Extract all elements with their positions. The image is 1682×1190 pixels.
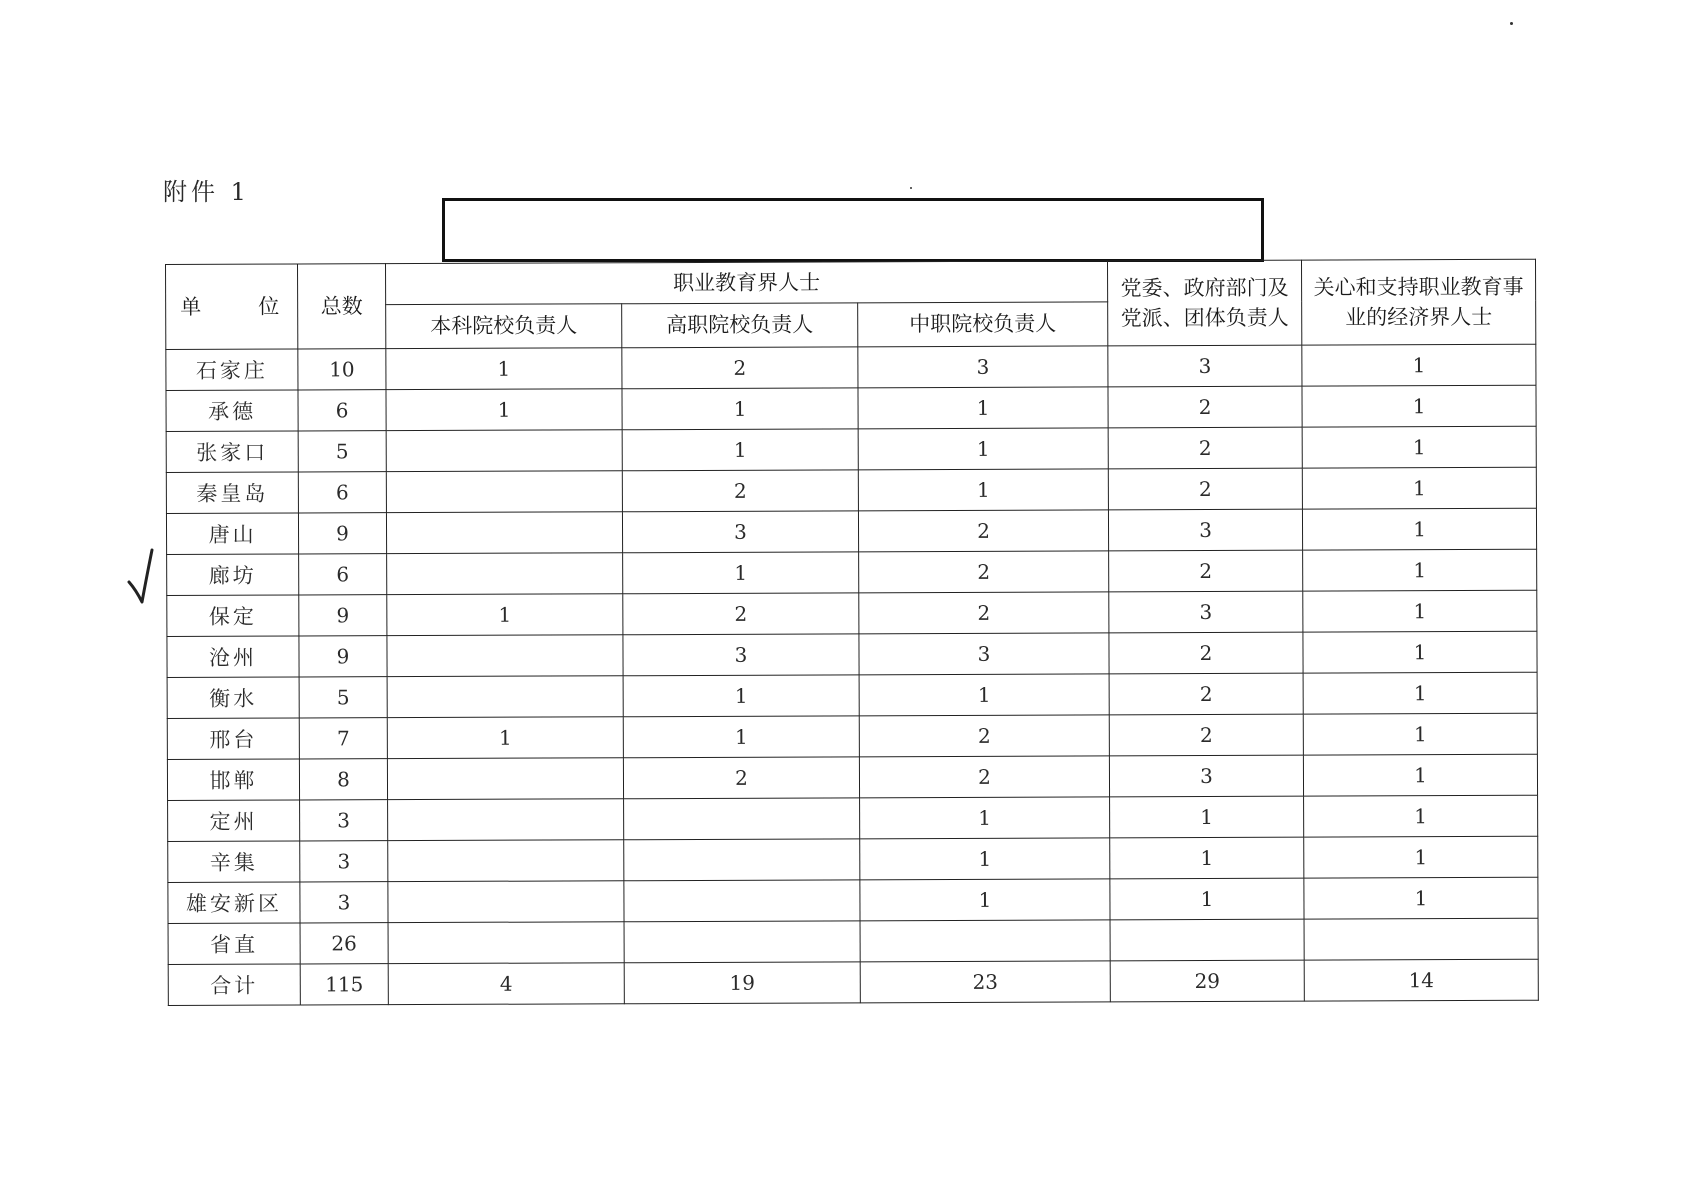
header-unit: 单 位 [166, 264, 298, 350]
cell-higher-voc: 2 [622, 470, 858, 512]
cell-undergrad: 1 [387, 594, 623, 636]
cell-party: 3 [1109, 591, 1303, 633]
cell-economic: 1 [1304, 795, 1538, 837]
cell-economic: 1 [1304, 836, 1538, 878]
cell-unit: 雄安新区 [168, 882, 300, 924]
cell-higher-voc [624, 921, 860, 963]
table-row [167, 754, 1537, 800]
handwritten-check-mark [126, 546, 166, 608]
cell-economic: 1 [1302, 508, 1536, 550]
cell-total: 9 [299, 636, 387, 677]
cell-undergrad [387, 635, 623, 677]
cell-secondary-voc: 1 [860, 797, 1110, 839]
cell-party: 2 [1109, 550, 1303, 592]
cell-economic: 14 [1304, 959, 1538, 1001]
redacted-title-box [442, 198, 1264, 262]
cell-party: 2 [1108, 468, 1302, 510]
quota-table [165, 259, 1539, 1006]
cell-secondary-voc: 1 [860, 838, 1110, 880]
cell-higher-voc [624, 798, 860, 840]
table-row [168, 836, 1538, 882]
cell-economic: 1 [1303, 672, 1537, 714]
table-row [168, 877, 1538, 923]
cell-higher-voc: 3 [622, 511, 858, 553]
cell-total: 5 [299, 677, 387, 718]
table-row [166, 344, 1536, 390]
cell-higher-voc: 1 [623, 716, 859, 758]
cell-party: 2 [1109, 714, 1303, 756]
cell-party: 2 [1108, 386, 1302, 428]
cell-higher-voc: 1 [622, 388, 858, 430]
header-row-1 [166, 259, 1536, 305]
cell-economic: 1 [1303, 713, 1537, 755]
cell-unit: 廊坊 [167, 554, 299, 596]
cell-party: 2 [1108, 427, 1302, 469]
cell-economic: 1 [1303, 631, 1537, 673]
table-row [167, 672, 1537, 718]
scan-speck [910, 187, 912, 189]
table-row [166, 426, 1536, 472]
cell-secondary-voc: 1 [859, 674, 1109, 716]
cell-secondary-voc: 3 [859, 633, 1109, 675]
table-body [166, 344, 1539, 1005]
annex-label: 附件 1 [163, 178, 250, 206]
quota-table-container [165, 259, 1538, 1006]
cell-total: 9 [298, 513, 386, 554]
table-row [168, 959, 1538, 1005]
cell-total: 7 [299, 718, 387, 759]
cell-secondary-voc: 2 [859, 756, 1109, 798]
cell-total: 3 [300, 800, 388, 841]
cell-undergrad [387, 676, 623, 718]
cell-unit: 邯郸 [167, 759, 299, 801]
cell-undergrad: 1 [386, 389, 622, 431]
cell-undergrad [388, 922, 624, 964]
cell-total: 8 [299, 759, 387, 800]
cell-total: 6 [298, 390, 386, 431]
cell-higher-voc: 3 [623, 634, 859, 676]
cell-party: 1 [1110, 796, 1304, 838]
cell-secondary-voc [860, 920, 1110, 962]
table-row [166, 385, 1536, 431]
cell-party: 3 [1108, 509, 1302, 551]
table-row [166, 467, 1536, 513]
cell-unit: 秦皇岛 [166, 472, 298, 514]
cell-economic: 1 [1303, 549, 1537, 591]
cell-undergrad [386, 512, 622, 554]
table-row [168, 795, 1538, 841]
table-row [168, 918, 1538, 964]
table-row [167, 590, 1537, 636]
cell-undergrad [386, 471, 622, 513]
cell-higher-voc: 1 [623, 552, 859, 594]
header-total: 总数 [298, 264, 386, 349]
cell-economic: 1 [1302, 426, 1536, 468]
cell-higher-voc: 1 [623, 675, 859, 717]
cell-secondary-voc: 1 [858, 469, 1108, 511]
cell-party: 2 [1109, 632, 1303, 674]
cell-higher-voc: 2 [623, 593, 859, 635]
cell-total: 3 [300, 882, 388, 923]
cell-undergrad: 1 [387, 717, 623, 759]
header-economic: 关心和支持职业教育事业的经济界人士 [1302, 259, 1536, 345]
cell-unit: 承德 [166, 390, 298, 432]
cell-unit: 辛集 [168, 841, 300, 883]
header-higher-voc: 高职院校负责人 [622, 303, 858, 348]
cell-unit: 沧州 [167, 636, 299, 678]
cell-total: 6 [298, 472, 386, 513]
cell-undergrad [388, 840, 624, 882]
cell-party [1110, 919, 1304, 961]
cell-undergrad [387, 758, 623, 800]
cell-secondary-voc: 3 [858, 346, 1108, 388]
cell-party: 3 [1109, 755, 1303, 797]
cell-economic: 1 [1303, 754, 1537, 796]
cell-total: 115 [300, 964, 388, 1005]
cell-secondary-voc: 2 [859, 715, 1109, 757]
cell-higher-voc: 1 [622, 429, 858, 471]
cell-unit: 唐山 [166, 513, 298, 555]
cell-secondary-voc: 23 [860, 961, 1110, 1003]
cell-secondary-voc: 2 [859, 551, 1109, 593]
cell-party: 3 [1108, 345, 1302, 387]
cell-economic: 1 [1302, 344, 1536, 386]
cell-higher-voc: 19 [624, 962, 860, 1004]
cell-economic: 1 [1302, 467, 1536, 509]
header-secondary-voc: 中职院校负责人 [858, 302, 1108, 347]
cell-economic: 1 [1304, 877, 1538, 919]
cell-undergrad [388, 881, 624, 923]
cell-undergrad [387, 553, 623, 595]
cell-secondary-voc: 1 [858, 387, 1108, 429]
cell-party: 29 [1110, 960, 1304, 1002]
cell-total: 9 [299, 595, 387, 636]
scan-speck [1510, 22, 1513, 25]
cell-economic [1304, 918, 1538, 960]
cell-total: 6 [299, 554, 387, 595]
header-undergrad: 本科院校负责人 [386, 304, 622, 349]
cell-party: 1 [1110, 837, 1304, 879]
cell-economic: 1 [1302, 385, 1536, 427]
cell-secondary-voc: 2 [859, 592, 1109, 634]
cell-undergrad: 1 [386, 348, 622, 390]
cell-undergrad [386, 430, 622, 472]
cell-undergrad: 4 [388, 963, 624, 1005]
table-row [167, 713, 1537, 759]
cell-higher-voc [624, 880, 860, 922]
cell-total: 5 [298, 431, 386, 472]
cell-party: 2 [1109, 673, 1303, 715]
cell-unit: 张家口 [166, 431, 298, 473]
cell-total: 10 [298, 349, 386, 390]
cell-unit: 石家庄 [166, 349, 298, 391]
cell-higher-voc: 2 [623, 757, 859, 799]
cell-secondary-voc: 1 [858, 428, 1108, 470]
cell-unit: 合计 [168, 964, 300, 1006]
cell-unit: 保定 [167, 595, 299, 637]
table-row [167, 631, 1537, 677]
cell-unit: 邢台 [167, 718, 299, 760]
cell-undergrad [388, 799, 624, 841]
cell-unit: 定州 [168, 800, 300, 842]
table-row [166, 508, 1536, 554]
cell-economic: 1 [1303, 590, 1537, 632]
cell-secondary-voc: 1 [860, 879, 1110, 921]
table-row [167, 549, 1537, 595]
cell-total: 26 [300, 923, 388, 964]
cell-higher-voc [624, 839, 860, 881]
cell-unit: 省直 [168, 923, 300, 965]
cell-party: 1 [1110, 878, 1304, 920]
header-vocational-group: 职业教育界人士 [386, 261, 1108, 305]
header-party: 党委、政府部门及党派、团体负责人 [1108, 260, 1302, 346]
cell-secondary-voc: 2 [858, 510, 1108, 552]
cell-total: 3 [300, 841, 388, 882]
cell-unit: 衡水 [167, 677, 299, 719]
cell-higher-voc: 2 [622, 347, 858, 389]
